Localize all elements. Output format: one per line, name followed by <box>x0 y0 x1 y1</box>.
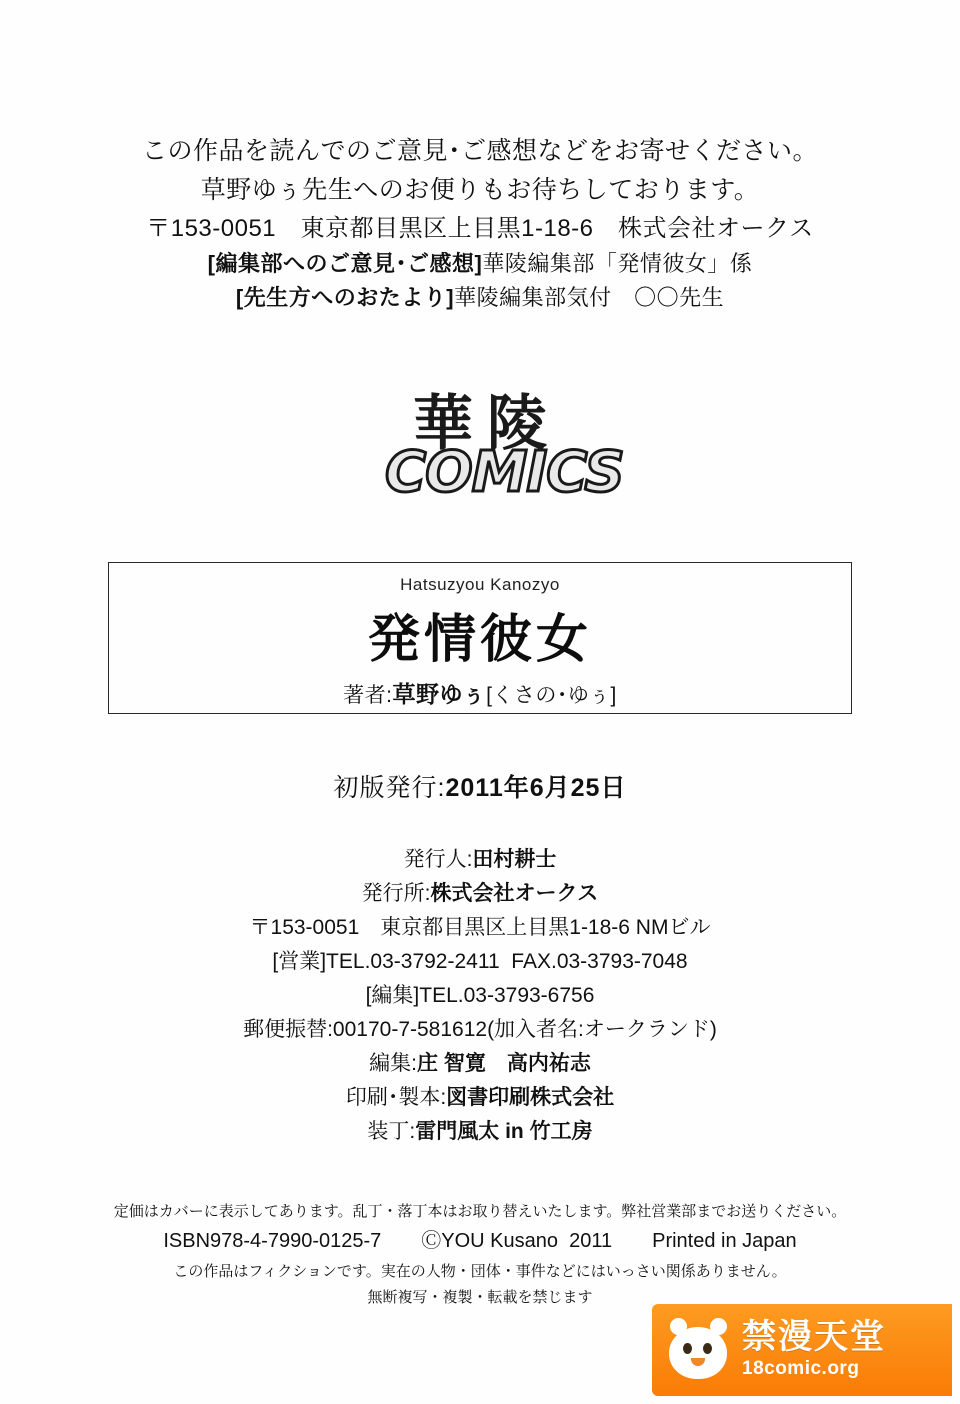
title-author-line <box>109 676 851 709</box>
legal-fineprint <box>0 1200 960 1310</box>
colophon-row <box>0 1081 960 1115</box>
mascot-eye-right <box>703 1343 712 1354</box>
colophon-row <box>0 979 960 1013</box>
title-romaji: Hatsuzyou Kanozyo <box>400 575 560 594</box>
colophon-value: 郵便振替:00170-7-581612(加入者名:オークランド) <box>243 1018 717 1042</box>
colophon-value: 雷門風太 in 竹工房 <box>415 1120 593 1144</box>
colophon-value: 庄 智寛 高内祐志 <box>417 1052 591 1076</box>
title-main: 発情彼女 <box>367 610 592 670</box>
colophon-label: 印刷･製本: <box>345 1086 447 1110</box>
feedback-editorial-dept: 華陵編集部「発情彼女」係 <box>482 250 753 276</box>
author-reading: [くさの･ゆぅ] <box>486 684 617 707</box>
imprint-logo <box>0 378 960 518</box>
watermark-text <box>742 1316 886 1381</box>
feedback-postal-address: 〒153-0051 東京都目黒区上目黒1-18-6 株式会社オークス <box>146 214 814 242</box>
feedback-line-2: 草野ゆぅ先生へのお便りもお待ちしております。 <box>200 175 760 204</box>
colophon-row <box>0 911 960 945</box>
imprint-logo-word: COMICS <box>385 440 624 505</box>
fineprint-reproduction-notice: 無断複写・複製・転載を禁じます <box>367 1288 593 1306</box>
feedback-author-dept: 華陵編集部気付 〇〇先生 <box>454 284 725 310</box>
feedback-author-line <box>0 281 960 315</box>
mascot-eye-left <box>683 1343 692 1354</box>
colophon-value: 図書印刷株式会社 <box>446 1086 615 1110</box>
feedback-editorial-tag: [編集部へのご意見･ご感想] <box>207 250 483 276</box>
feedback-editorial-line <box>0 247 960 281</box>
colophon-list <box>0 843 960 1149</box>
watermark-site-url: 18comic.org <box>742 1358 860 1380</box>
colophon-row <box>0 843 960 877</box>
imprint-logo-box <box>385 378 624 513</box>
colophon-label: 発行人: <box>403 848 473 871</box>
author-label: 著者: <box>343 684 393 707</box>
feedback-author-tag: [先生方へのおたより] <box>235 284 455 310</box>
colophon-row <box>0 1047 960 1081</box>
colophon-label: 発行所: <box>361 882 431 906</box>
watermark-site-name: 禁漫天堂 <box>742 1316 886 1357</box>
publication-date-line <box>0 768 960 804</box>
publication-date-value: 2011年6月25日 <box>445 774 627 802</box>
imprint-logo-kanji: 華陵 <box>413 389 561 459</box>
cat-mascot-icon <box>666 1317 732 1383</box>
fineprint-fiction-notice: この作品はフィクションです。実在の人物・団体・事件などにはいっさい関係ありません。 <box>173 1263 787 1280</box>
publication-date-label: 初版発行: <box>333 774 446 802</box>
colophon-row <box>0 877 960 911</box>
reader-feedback-block <box>0 132 960 315</box>
colophon-value: 株式会社オークス <box>430 882 599 906</box>
colophon-value: 〒153-0051 東京都目黒区上目黒1-18-6 NMビル <box>249 916 711 940</box>
mascot-face <box>669 1327 727 1379</box>
colophon-row <box>0 945 960 979</box>
feedback-line-1: この作品を読んでのご意見･ご感想などをお寄せください。 <box>141 137 818 165</box>
author-name: 草野ゆぅ <box>392 681 487 707</box>
colophon-row <box>0 1013 960 1047</box>
title-box <box>108 562 852 714</box>
fineprint-price-notice: 定価はカバーに表示してあります。乱丁・落丁本はお取り替えいたします。弊社営業部までお送りください。 <box>113 1203 847 1220</box>
colophon-label: 装丁: <box>367 1120 416 1144</box>
colophon-label: 編集: <box>369 1052 417 1076</box>
colophon-value: [編集]TEL.03-3793-6756 <box>365 984 595 1008</box>
colophon-row <box>0 1115 960 1149</box>
colophon-value: [営業]TEL.03-3792-2411 FAX.03-3793-7048 <box>272 950 688 974</box>
colophon-value: 田村耕士 <box>472 848 557 871</box>
site-watermark-badge <box>652 1304 952 1396</box>
fineprint-isbn-copyright: ISBN978-4-7990-0125-7 ⒸYOU Kusano 2011 Printed in Japan <box>163 1230 797 1252</box>
